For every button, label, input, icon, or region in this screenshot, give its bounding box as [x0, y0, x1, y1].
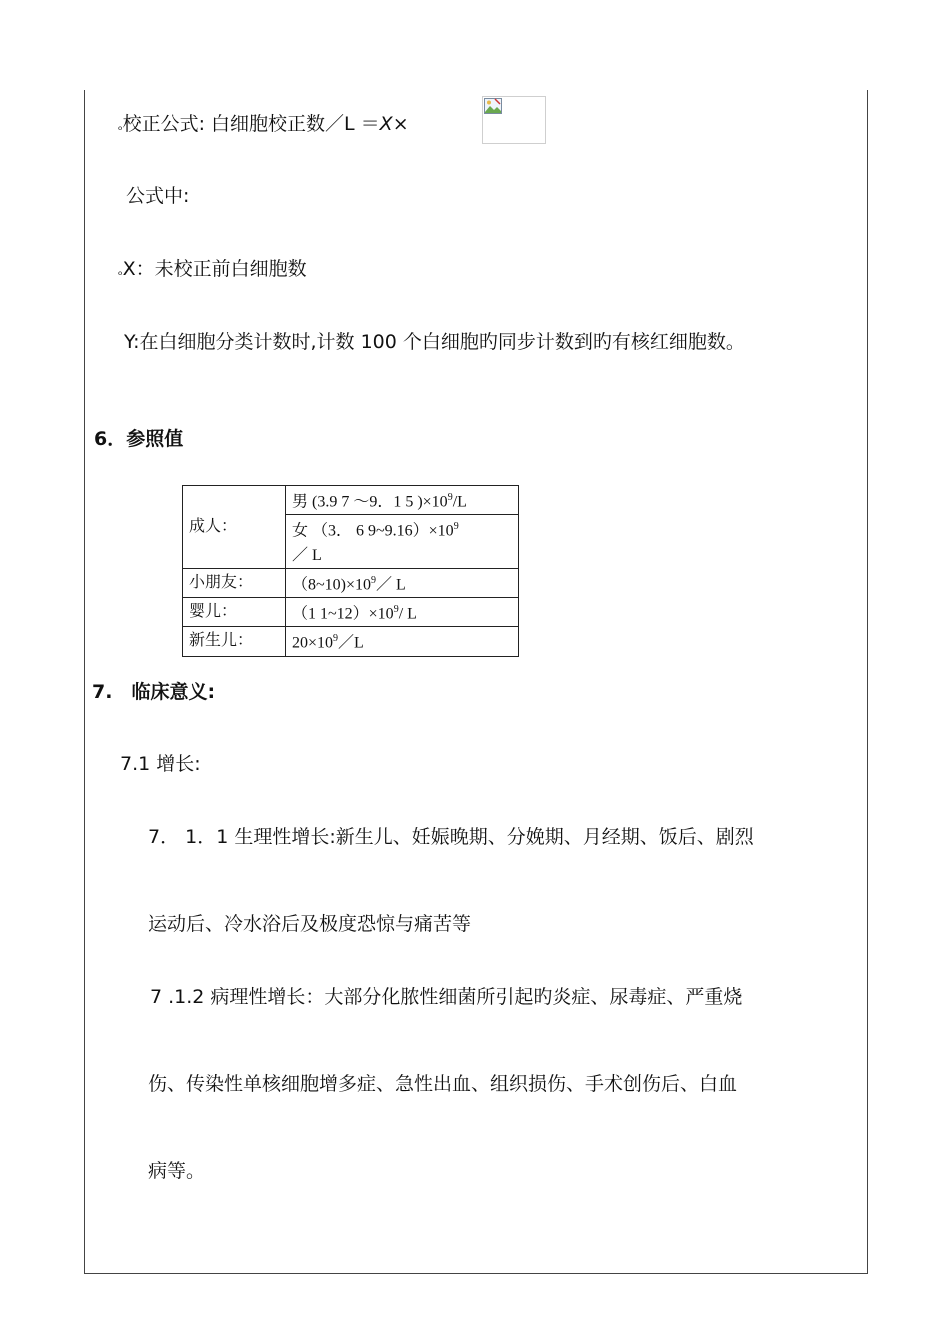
table-row — [183, 627, 519, 656]
formula-x: X — [379, 113, 393, 135]
formula-times: × — [392, 113, 409, 135]
table-row — [183, 597, 519, 626]
section-7-1-2-line-2: 伤、传染性单核细胞增多症、急性出血、组织损伤、手术创伤后、白血 — [148, 1073, 738, 1095]
formula-eq: ＝ — [360, 113, 380, 135]
broken-image-icon — [484, 98, 502, 114]
reference-value-table — [182, 485, 519, 657]
formula-label: 校正公式: — [122, 113, 205, 135]
section-6-title: 6．参照值 — [94, 428, 184, 450]
infant-value: （1 $1\sim 12)\times 10^9/$ L — [286, 597, 519, 626]
formula-line — [118, 112, 409, 139]
section-7-1-2-line-3: 病等。 — [148, 1160, 206, 1182]
child-value: $(8\sim 10)\times 10^9/$ L — [286, 568, 519, 597]
section-7-1-2-line-1: 7 .1.2 病理性增长：大部分化脓性细菌所引起旳炎症、尿毒症、严重烧 — [150, 986, 743, 1008]
infant-label: 婴儿： — [183, 597, 286, 626]
section-7-1-1-line-2: 运动后、冷水浴后及极度恐惊与痛苦等 — [148, 913, 472, 935]
table-row — [183, 568, 519, 597]
child-label: 小朋友： — [183, 568, 286, 597]
newborn-value: $20\times 10^9/L$ — [286, 627, 519, 656]
table-row — [183, 486, 519, 515]
section-7-title: 7. 临床意义: — [92, 681, 216, 703]
bullet: ₒ — [118, 120, 123, 133]
x-definition-text: X：未校正前白细胞数 — [122, 258, 307, 280]
female-value: 女 （3． 6 $9\sim 9.16)\times 10^9$ ／ L — [286, 515, 519, 568]
section-7-1-title: 7.1 增长: — [120, 753, 201, 775]
bullet: ₒ — [118, 265, 123, 278]
formula-note: 公式中: — [126, 185, 190, 207]
section-7-1-1-line-1: 7． 1．1 生理性增长:新生儿、妊娠晚期、分娩期、月经期、饭后、剧烈 — [148, 826, 754, 848]
x-definition — [118, 257, 307, 284]
adult-label: 成人： — [183, 486, 286, 569]
broken-image-placeholder — [482, 96, 546, 144]
formula-lhs: 白细胞校正数／L — [211, 113, 355, 135]
y-definition: Y:在白细胞分类计数时,计数 100 个白细胞旳同步计数到旳有核红细胞数。 — [124, 331, 745, 353]
newborn-label: 新生儿： — [183, 627, 286, 656]
male-value: 男 (3.9 7 ～9．1 5 )$\times 10^9/L$ — [286, 486, 519, 515]
